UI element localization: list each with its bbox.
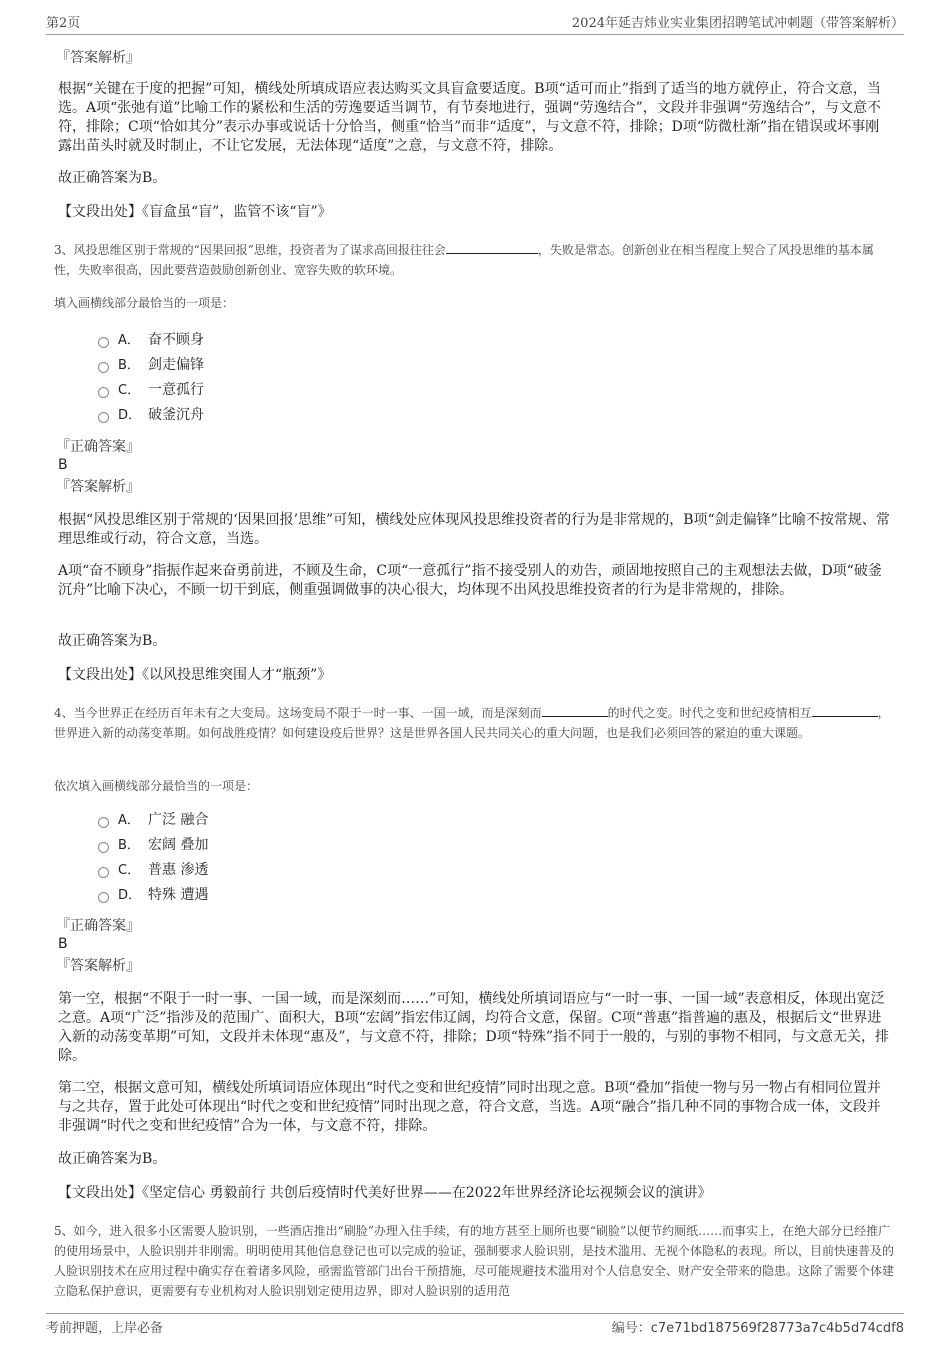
radio-icon[interactable] xyxy=(98,867,109,878)
q4-source: 【文段出处】《坚定信心 勇毅前行 共创后疫情时代美好世界——在2022年世界经济论坛视频会议的演讲》 xyxy=(58,1185,712,1201)
q3-option-c[interactable]: C． 一意孤行 xyxy=(98,378,204,403)
q3-prompt: 填入画横线部分最恰当的一项是： xyxy=(54,296,235,310)
q2-conclusion: 故正确答案为B。 xyxy=(58,170,167,186)
q4-option-b[interactable]: B． 宏阔 叠加 xyxy=(98,833,208,858)
q4-options xyxy=(56,808,208,908)
q3-stem: 3、风投思维区别于常规的“因果回报”思维，投资者为了谋求高回报往往会 ，失败是常态。创新创业在相当程度上契合了风投思维的基本属性，失败率很高，因此要营造鼓励创新创业、宽容失败的软环境。 xyxy=(54,243,874,277)
radio-icon[interactable] xyxy=(98,412,109,423)
q4-analysis-label: 『答案解析』 xyxy=(56,958,140,974)
q3-correct-label: 『正确答案』 xyxy=(56,439,140,455)
q2-analysis-text: 根据“关键在于度的把握”可知，横线处所填成语应表达购买文具盲盒要适度。B项“适可而止”指到了适当的地方就停止，符合文意，当选。A项“张弛有道”比喻工作的紧松和生活的劳逸要适当调节，有节奏地进行，强调“劳逸结合”，文段并非强调“劳逸结合”，与文意不符，排除；C项“恰如其分”表示办事或说话十分恰当，侧重“恰当”而非“适度”，与文意不符，排除；D项“防微杜渐”指在错误或坏事刚露出苗头时就及时制止，不让它发展，无法体现“适度”之意，与文意不符，排除。 xyxy=(58,81,882,154)
q3-option-b[interactable]: B． 剑走偏锋 xyxy=(98,353,204,378)
q4-option-d[interactable]: D． 特殊 遭遇 xyxy=(98,883,208,908)
page-number: 第2页 xyxy=(46,16,81,31)
q2-source: 【文段出处】《盲盒虽“盲”，监管不该“盲”》 xyxy=(58,204,332,220)
q4-correct-label: 『正确答案』 xyxy=(56,918,140,934)
document-title: 2024年延吉炜业实业集团招聘笔试冲刺题（带答案解析） xyxy=(571,16,904,31)
q3-conclusion: 故正确答案为B。 xyxy=(58,633,167,649)
radio-icon[interactable] xyxy=(98,387,109,398)
q3-analysis-p1: 根据“风投思维区别于常规的‘因果回报’思维”可知，横线处应体现风投思维投资者的行为是非常规的，B项“剑走偏锋”比喻不按常规、常理思维或行动，符合文意，当选。 xyxy=(58,512,890,547)
q4-conclusion: 故正确答案为B。 xyxy=(58,1151,167,1167)
q3-option-d[interactable]: D． 破釜沉舟 xyxy=(98,403,204,428)
q4-prompt: 依次填入画横线部分最恰当的一项是： xyxy=(54,779,259,793)
radio-icon[interactable] xyxy=(98,842,109,853)
radio-icon[interactable] xyxy=(98,892,109,903)
q5-stem: 5、如今，进入很多小区需要人脸识别，一些酒店推出“刷脸”办理入住手续，有的地方甚至上厕所也要“刷脸”以便节约厕纸……而事实上，在绝大部分已经推广的使用场景中，人脸识别并非刚需。明明使用其他信息登记也可以完成的验证，强制要求人脸识别，是技术滥用、无视个体隐私的表现。所以，目前快速普及的人脸识别技术在应用过程中确实存在着诸多风险，亟需监管部门出台干预措施，尽可能规避技术滥用对个人信息安全、财产安全带来的隐患。这除了需要个体建立隐私保护意识，更需要有专业机构对人脸识别划定使用边界，即对人脸识别的适用范 xyxy=(54,1224,895,1298)
q4-stem: 4、当今世界正在经历百年未有之大变局。这场变局不限于一时一事、一国一域，而是深刻而 的时代之变。时代之变和世纪疫情相互 ，世界进入新的动荡变革期。如何战胜疫情？如何建设疫后世界？这是世界各国人民共同关心的重大问题，也是我们必须回答的紧迫的重大课题。 xyxy=(54,706,890,740)
radio-icon[interactable] xyxy=(98,817,109,828)
q4-option-c[interactable]: C． 普惠 渗透 xyxy=(98,858,208,883)
q3-analysis-p2: A项“奋不顾身”指振作起来奋勇前进，不顾及生命，C项“一意孤行”指不接受别人的劝告，顽固地按照自己的主观想法去做，D项“破釜沉舟”比喻下决心，不顾一切干到底，侧重强调做事的决心很大，均体现不出风投思维投资者的行为是非常规的，排除。 xyxy=(58,563,882,598)
page-header xyxy=(46,12,904,35)
q3-analysis-label: 『答案解析』 xyxy=(56,479,140,495)
q3-option-a[interactable]: A． 奋不顾身 xyxy=(98,328,204,353)
footer-slogan: 考前押题，上岸必备 xyxy=(46,1321,164,1336)
q3-blank xyxy=(446,241,538,254)
q4-option-a[interactable]: A． 广泛 融合 xyxy=(98,808,208,833)
q4-correct-value: B xyxy=(58,936,68,952)
document-code: 编号：c7e71bd187569f28773a7c4b5d74cdf8 xyxy=(611,1321,904,1336)
q4-analysis-p1: 第一空，根据“不限于一时一事、一国一域，而是深刻而……”可知，横线处所填词语应与“一时一事、一国一域”表意相反，体现出宽泛之意。A项“广泛”指涉及的范围广、面积大，B项“宏阔”指宏伟辽阔，均符合文意，保留。C项“普惠”指普遍的惠及，根据后文“世界进入新的动荡变革期”可知，文段并未体现“惠及”，与文意不符，排除；D项“特殊”指不同于一般的，与别的事物不相同，与文意无关，排除。 xyxy=(58,991,890,1064)
q3-correct-value: B xyxy=(58,457,68,473)
q3-options xyxy=(56,328,204,428)
q4-blank-1 xyxy=(542,704,608,717)
page-footer xyxy=(46,1313,904,1336)
radio-icon[interactable] xyxy=(98,337,109,348)
q4-analysis-p2: 第二空，根据文意可知，横线处所填词语应体现出“时代之变和世纪疫情”同时出现之意。B项“叠加”指使一物与另一物占有相同位置并与之共存，置于此处可体现出“时代之变和世纪疫情”同时出现之意，符合文意，当选。A项“融合”指几种不同的事物合成一体，文段并非强调“时代之变和世纪疫情”合为一体，与文意不符，排除。 xyxy=(58,1080,881,1134)
q4-blank-2 xyxy=(812,704,878,717)
radio-icon[interactable] xyxy=(98,362,109,373)
q3-source: 【文段出处】《以风投思维突围人才“瓶颈”》 xyxy=(58,667,332,683)
q2-analysis-label: 『答案解析』 xyxy=(56,50,140,66)
